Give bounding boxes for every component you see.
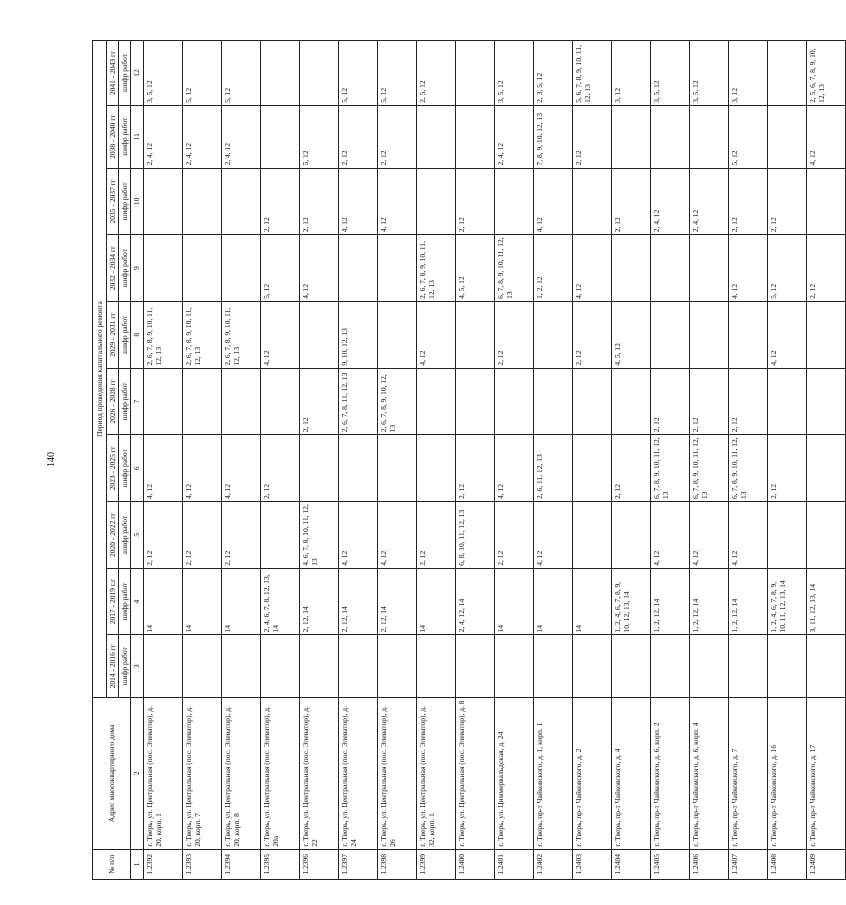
work-code-cell: 3, 5, 12 xyxy=(690,41,729,106)
table-row xyxy=(729,41,768,880)
work-code-cell: 4, 12 xyxy=(729,235,768,302)
work-code-cell: 3, 11, 12, 13, 14 xyxy=(807,568,846,635)
work-code-cell: 2, 5, 6, 7, 8, 9, 10, 12, 13 xyxy=(807,41,846,106)
row-number: 1.2397 xyxy=(339,849,378,879)
work-code-cell: 6, 7, 8, 9, 10, 11, 12, 13 xyxy=(651,435,690,502)
work-code-cell: 7, 8, 9, 10, 12, 13 xyxy=(534,105,573,168)
work-code-cell xyxy=(183,635,222,698)
work-code-cell: 4, 12 xyxy=(261,301,300,368)
work-code-cell: 14 xyxy=(495,568,534,635)
work-code-cell xyxy=(573,635,612,698)
work-code-cell: 4, 12 xyxy=(378,502,417,569)
work-code-cell: 4, 12 xyxy=(378,168,417,235)
work-code-cell xyxy=(768,368,807,435)
row-number: 1.2408 xyxy=(768,849,807,879)
table-row xyxy=(573,41,612,880)
row-number: 1.2400 xyxy=(456,849,495,879)
row-number: 1.2401 xyxy=(495,849,534,879)
work-code-cell: 1, 2, 12 xyxy=(534,235,573,302)
work-code-cell xyxy=(807,435,846,502)
row-address: г. Тверь, ул. Центральная (пос. Элеватор), д. 20а xyxy=(261,698,300,850)
row-address: г. Тверь, ул. Центральная (пос. Элеватор), д. 8 xyxy=(456,698,495,850)
table-row xyxy=(456,41,495,880)
work-code-cell xyxy=(339,635,378,698)
work-code-cell: 2, 12 xyxy=(495,301,534,368)
work-code-cell: 2, 4, 12 xyxy=(651,168,690,235)
work-code-cell xyxy=(768,105,807,168)
work-code-cell xyxy=(261,105,300,168)
work-code-cell: 6, 7, 8, 9, 10, 11, 12, 13 xyxy=(495,235,534,302)
work-code-cell xyxy=(573,502,612,569)
work-code-cell xyxy=(378,235,417,302)
work-code-cell xyxy=(417,168,456,235)
work-code-cell xyxy=(144,168,183,235)
work-code-cell: 2, 6, 7, 8, 9, 10, 11, 12, 13 xyxy=(417,235,456,302)
work-code-cell: 14 xyxy=(573,568,612,635)
work-code-cell xyxy=(456,635,495,698)
work-code-cell: 2, 12 xyxy=(417,502,456,569)
work-code-cell: 2, 12 xyxy=(495,502,534,569)
work-code-cell xyxy=(807,635,846,698)
header-period: 2026 - 2028 гг xyxy=(107,368,119,435)
row-number: 1.2404 xyxy=(612,849,651,879)
work-code-cell: 6, 7, 8, 9, 10, 11, 12, 13 xyxy=(690,435,729,502)
column-index: 6 xyxy=(131,435,144,502)
work-code-cell: 3, 5, 12 xyxy=(144,41,183,106)
work-code-cell: 4, 12 xyxy=(690,502,729,569)
work-code-cell xyxy=(456,301,495,368)
work-code-cell: 2, 12 xyxy=(768,168,807,235)
work-code-cell: 9, 10, 12, 13 xyxy=(339,301,378,368)
work-code-cell xyxy=(222,368,261,435)
table-row xyxy=(768,41,807,880)
row-number: 1.2403 xyxy=(573,849,612,879)
work-code-cell xyxy=(300,635,339,698)
work-code-cell: 2, 6, 7, 8, 9, 10, 12, 13 xyxy=(378,368,417,435)
work-code-cell: 4, 12 xyxy=(417,301,456,368)
work-code-cell xyxy=(144,635,183,698)
repair-schedule-table xyxy=(92,40,846,880)
row-number: 1.2393 xyxy=(183,849,222,879)
row-address: г. Тверь, пр-т Чайковского, д. 2 xyxy=(573,698,612,850)
work-code-cell: 2, 12 xyxy=(261,435,300,502)
header-period: 2038 - 2040 гг xyxy=(107,105,119,168)
work-code-cell xyxy=(378,435,417,502)
work-code-cell xyxy=(456,105,495,168)
work-code-cell xyxy=(690,105,729,168)
work-code-cell xyxy=(612,368,651,435)
work-code-cell: 2, 4, 12 xyxy=(183,105,222,168)
work-code-cell: 2, 12 xyxy=(222,502,261,569)
row-address: г. Тверь, ул. Циммервальдская, д. 24 xyxy=(495,698,534,850)
work-code-cell xyxy=(339,435,378,502)
work-code-cell xyxy=(729,301,768,368)
work-code-cell: 5, 12 xyxy=(261,235,300,302)
column-index: 2 xyxy=(131,698,144,850)
work-code-cell: 4, 12 xyxy=(534,502,573,569)
row-address: г. Тверь, пр-т Чайковского, д. 17 xyxy=(807,698,846,850)
header-sub-label: шифр работ xyxy=(119,168,131,235)
work-code-cell xyxy=(339,235,378,302)
header-period: 2017 - 2019 г.г xyxy=(107,568,119,635)
column-index: 11 xyxy=(131,105,144,168)
work-code-cell xyxy=(612,235,651,302)
work-code-cell: 2, 12 xyxy=(183,502,222,569)
page-number: 140 xyxy=(46,452,57,467)
work-code-cell: 5, 12 xyxy=(300,105,339,168)
work-code-cell: 2, 5, 12 xyxy=(417,41,456,106)
table-row xyxy=(144,41,183,880)
table-row xyxy=(222,41,261,880)
row-address: г. Тверь, пр-т Чайковского, д. 1, корп. 1 xyxy=(534,698,573,850)
row-number: 1.2396 xyxy=(300,849,339,879)
work-code-cell: 14 xyxy=(534,568,573,635)
work-code-cell xyxy=(144,235,183,302)
work-code-cell xyxy=(495,635,534,698)
work-code-cell xyxy=(690,235,729,302)
work-code-cell: 6, 7, 8, 9, 10, 11, 12, 13 xyxy=(729,435,768,502)
work-code-cell: 2, 12 xyxy=(144,502,183,569)
work-code-cell xyxy=(261,368,300,435)
table-row xyxy=(339,41,378,880)
work-code-cell xyxy=(651,235,690,302)
work-code-cell xyxy=(456,368,495,435)
work-code-cell xyxy=(222,168,261,235)
work-code-cell: 2, 12 xyxy=(807,235,846,302)
header-sub-label: шифр работ xyxy=(119,435,131,502)
work-code-cell: 1, 2, 12, 14 xyxy=(729,568,768,635)
work-code-cell: 14 xyxy=(222,568,261,635)
header-sub-label: шифр работ xyxy=(119,568,131,635)
header-address: Адрес многоквартирного дома xyxy=(93,698,131,850)
work-code-cell: 4, 12 xyxy=(222,435,261,502)
work-code-cell: 2, 6, 7, 8, 11, 12, 13 xyxy=(339,368,378,435)
work-code-cell: 4, 12 xyxy=(183,435,222,502)
work-code-cell: 2, 4, 12, 14 xyxy=(456,568,495,635)
work-code-cell xyxy=(378,301,417,368)
work-code-cell xyxy=(768,41,807,106)
header-period: 2014 - 2016 гг xyxy=(107,635,119,698)
row-number: 1.2407 xyxy=(729,849,768,879)
rotated-content xyxy=(92,40,826,880)
header-number: № п/п xyxy=(93,849,131,879)
table-row xyxy=(807,41,846,880)
column-index: 4 xyxy=(131,568,144,635)
work-code-cell xyxy=(807,301,846,368)
work-code-cell xyxy=(651,635,690,698)
work-code-cell: 14 xyxy=(417,568,456,635)
header-sub-label: шифр работ xyxy=(119,635,131,698)
column-index: 5 xyxy=(131,502,144,569)
work-code-cell xyxy=(300,435,339,502)
work-code-cell: 5, 12 xyxy=(378,41,417,106)
work-code-cell: 1, 2, 12, 14 xyxy=(651,568,690,635)
work-code-cell: 4, 12 xyxy=(807,105,846,168)
row-number: 1.2394 xyxy=(222,849,261,879)
work-code-cell: 2, 6, 7, 8, 9, 10, 11, 12, 13 xyxy=(144,301,183,368)
work-code-cell xyxy=(690,635,729,698)
work-code-cell xyxy=(573,435,612,502)
row-address: г. Тверь, ул. Центральная (пос. Элеватор), д. 20, корп. 8 xyxy=(222,698,261,850)
work-code-cell xyxy=(222,235,261,302)
table-row xyxy=(417,41,456,880)
work-code-cell xyxy=(456,41,495,106)
work-code-cell: 5, 12 xyxy=(729,105,768,168)
row-address: г. Тверь, пр-т Чайковского, д. 7 xyxy=(729,698,768,850)
row-number: 1.2399 xyxy=(417,849,456,879)
work-code-cell xyxy=(573,368,612,435)
work-code-cell: 2, 4, 12 xyxy=(222,105,261,168)
column-index: 1 xyxy=(131,849,144,879)
header-period: 2023 - 2025 гг xyxy=(107,435,119,502)
row-address: г. Тверь, ул. Центральная (пос. Элеватор), д. 20, корп. 1 xyxy=(144,698,183,850)
work-code-cell xyxy=(534,635,573,698)
work-code-cell xyxy=(183,368,222,435)
work-code-cell: 1, 2, 4, 6, 7, 8, 9, 10, 11, 12, 13, 14 xyxy=(768,568,807,635)
work-code-cell: 2, 12 xyxy=(339,105,378,168)
work-code-cell: 5, 12 xyxy=(768,235,807,302)
header-sub-label: шифр работ xyxy=(119,41,131,106)
table-row xyxy=(690,41,729,880)
work-code-cell: 2, 12, 14 xyxy=(339,568,378,635)
row-address: г. Тверь, ул. Центральная (пос. Элеватор), д. 24 xyxy=(339,698,378,850)
work-code-cell xyxy=(573,168,612,235)
header-sub-label: шифр работ xyxy=(119,502,131,569)
work-code-cell: 4, 5, 12 xyxy=(456,235,495,302)
row-number: 1.2392 xyxy=(144,849,183,879)
work-code-cell: 2, 4, 12 xyxy=(495,105,534,168)
work-code-cell: 1, 2, 12, 14 xyxy=(690,568,729,635)
row-number: 1.2402 xyxy=(534,849,573,879)
row-address: г. Тверь, ул. Центральная (пос. Элеватор), д. 20, корп. 7 xyxy=(183,698,222,850)
row-address: г. Тверь, ул. Центральная (пос. Элеватор), д. 22 xyxy=(300,698,339,850)
work-code-cell xyxy=(183,168,222,235)
work-code-cell: 4, 12 xyxy=(495,435,534,502)
work-code-cell: 4, 5, 12 xyxy=(612,301,651,368)
work-code-cell: 6, 8, 10, 11, 12, 13 xyxy=(456,502,495,569)
header-sub-label: шифр работ xyxy=(119,235,131,302)
work-code-cell xyxy=(261,502,300,569)
column-index: 3 xyxy=(131,635,144,698)
work-code-cell xyxy=(417,435,456,502)
work-code-cell xyxy=(261,635,300,698)
work-code-cell: 2, 12 xyxy=(690,368,729,435)
column-index: 9 xyxy=(131,235,144,302)
table-row xyxy=(378,41,417,880)
column-index: 10 xyxy=(131,168,144,235)
work-code-cell: 2, 6, 7, 8, 9, 10, 11, 12, 13 xyxy=(222,301,261,368)
work-code-cell: 4, 12 xyxy=(339,502,378,569)
work-code-cell: 1, 2, 4, 6, 7, 8, 9, 10, 12, 13, 14 xyxy=(612,568,651,635)
work-code-cell: 2, 4, 12 xyxy=(690,168,729,235)
table-row xyxy=(300,41,339,880)
row-number: 1.2409 xyxy=(807,849,846,879)
work-code-cell: 4, 12 xyxy=(729,502,768,569)
row-address: г. Тверь, ул. Центральная (пос. Элеватор), д. 26 xyxy=(378,698,417,850)
row-number: 1.2395 xyxy=(261,849,300,879)
work-code-cell: 2, 12 xyxy=(261,168,300,235)
work-code-cell: 4, 12 xyxy=(768,301,807,368)
work-code-cell xyxy=(690,301,729,368)
work-code-cell: 2, 4, 12 xyxy=(144,105,183,168)
work-code-cell: 5, 12 xyxy=(222,41,261,106)
work-code-cell xyxy=(807,502,846,569)
work-code-cell xyxy=(729,635,768,698)
row-number: 1.2406 xyxy=(690,849,729,879)
header-period-title: Период проведения капитального ремонта xyxy=(93,41,107,698)
work-code-cell: 3, 5, 12 xyxy=(651,41,690,106)
work-code-cell: 2, 12 xyxy=(573,105,612,168)
work-code-cell xyxy=(300,41,339,106)
work-code-cell: 2, 12 xyxy=(573,301,612,368)
column-index: 8 xyxy=(131,301,144,368)
work-code-cell: 2, 6, 7, 8, 9, 10, 11, 12, 13 xyxy=(183,301,222,368)
work-code-cell: 4, 12 xyxy=(339,168,378,235)
work-code-cell xyxy=(768,635,807,698)
work-code-cell xyxy=(768,502,807,569)
work-code-cell xyxy=(534,368,573,435)
work-code-cell xyxy=(183,235,222,302)
work-code-cell: 4, 6, 7, 8, 10, 11, 12, 13 xyxy=(300,502,339,569)
work-code-cell: 4, 12 xyxy=(144,435,183,502)
header-sub-label: шифр работ xyxy=(119,105,131,168)
work-code-cell: 2, 12, 14 xyxy=(300,568,339,635)
row-address: г. Тверь, пр-т Чайковского, д. 6, корп. 4 xyxy=(690,698,729,850)
work-code-cell xyxy=(417,105,456,168)
header-sub-label: шифр работ xyxy=(119,368,131,435)
work-code-cell: 2, 12 xyxy=(768,435,807,502)
column-index: 12 xyxy=(131,41,144,106)
work-code-cell: 14 xyxy=(183,568,222,635)
column-index: 7 xyxy=(131,368,144,435)
work-code-cell: 2, 12 xyxy=(651,368,690,435)
row-address: г. Тверь, ул. Центральная (пос. Элеватор), д. 32, корп. 1 xyxy=(417,698,456,850)
work-code-cell xyxy=(612,635,651,698)
header-period: 2020 - 2022 гг xyxy=(107,502,119,569)
work-code-cell: 5, 6, 7, 8, 9, 10, 11, 12, 13 xyxy=(573,41,612,106)
work-code-cell: 4, 12 xyxy=(651,502,690,569)
work-code-cell: 2, 12 xyxy=(456,168,495,235)
work-code-cell: 2, 12 xyxy=(729,168,768,235)
work-code-cell: 2, 12 xyxy=(729,368,768,435)
work-code-cell xyxy=(378,635,417,698)
work-code-cell xyxy=(300,301,339,368)
work-code-cell xyxy=(144,368,183,435)
work-code-cell: 2, 12 xyxy=(300,168,339,235)
work-code-cell xyxy=(495,168,534,235)
work-code-cell xyxy=(534,301,573,368)
work-code-cell: 2, 12 xyxy=(612,168,651,235)
work-code-cell: 2, 6, 11, 12, 13 xyxy=(534,435,573,502)
table-row xyxy=(183,41,222,880)
work-code-cell xyxy=(807,168,846,235)
work-code-cell: 3, 12 xyxy=(729,41,768,106)
work-code-cell xyxy=(261,41,300,106)
work-code-cell: 2, 12 xyxy=(378,105,417,168)
row-address: г. Тверь, пр-т Чайковского, д. 16 xyxy=(768,698,807,850)
table-row xyxy=(612,41,651,880)
table-row xyxy=(495,41,534,880)
header-period: 2029 - 2031 гг xyxy=(107,301,119,368)
work-code-cell xyxy=(612,105,651,168)
work-code-cell xyxy=(222,635,261,698)
rotated-page xyxy=(92,40,826,880)
header-period: 2041 - 2043 гг xyxy=(107,41,119,106)
table-row xyxy=(261,41,300,880)
work-code-cell: 4, 12 xyxy=(300,235,339,302)
work-code-cell: 2, 12 xyxy=(456,435,495,502)
work-code-cell xyxy=(417,368,456,435)
work-code-cell: 3, 12 xyxy=(612,41,651,106)
work-code-cell: 4, 12 xyxy=(573,235,612,302)
work-code-cell: 2, 12, 14 xyxy=(378,568,417,635)
work-code-cell xyxy=(612,502,651,569)
work-code-cell xyxy=(807,368,846,435)
work-code-cell: 3, 5, 12 xyxy=(495,41,534,106)
row-address: г. Тверь, пр-т Чайковского, д. 6, корп. 2 xyxy=(651,698,690,850)
header-period: 2032 - 2034 гг xyxy=(107,235,119,302)
work-code-cell: 2, 4, 6, 7, 8, 12, 13, 14 xyxy=(261,568,300,635)
work-code-cell: 14 xyxy=(144,568,183,635)
table-row xyxy=(651,41,690,880)
row-number: 1.2398 xyxy=(378,849,417,879)
table-row xyxy=(534,41,573,880)
work-code-cell xyxy=(417,635,456,698)
work-code-cell xyxy=(651,105,690,168)
work-code-cell: 5, 12 xyxy=(183,41,222,106)
work-code-cell: 2, 3, 5, 12 xyxy=(534,41,573,106)
work-code-cell: 2, 12 xyxy=(300,368,339,435)
work-code-cell: 2, 12 xyxy=(612,435,651,502)
row-address: г. Тверь, пр-т Чайковского, д. 4 xyxy=(612,698,651,850)
row-number: 1.2405 xyxy=(651,849,690,879)
work-code-cell xyxy=(651,301,690,368)
work-code-cell: 5, 12 xyxy=(339,41,378,106)
header-sub-label: шифр работ xyxy=(119,301,131,368)
work-code-cell: 4, 12 xyxy=(534,168,573,235)
header-period: 2035 - 2037 гг xyxy=(107,168,119,235)
work-code-cell xyxy=(495,368,534,435)
